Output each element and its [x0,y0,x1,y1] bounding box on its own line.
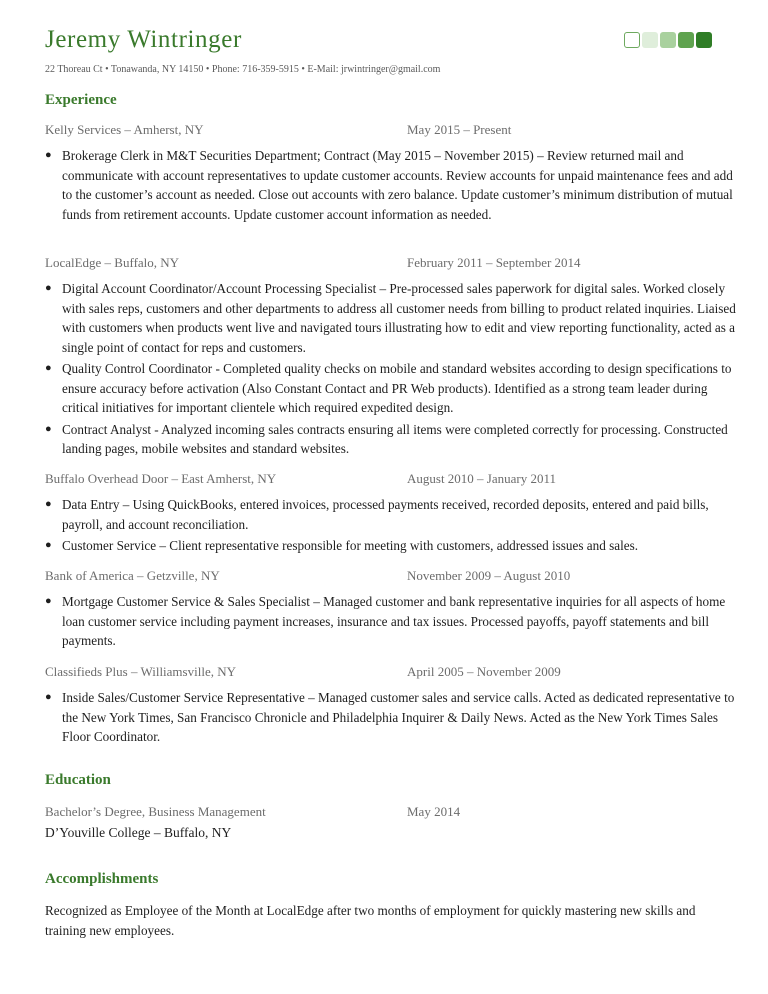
job-localedge [45,255,745,461]
square-medium [678,32,694,48]
job-bullet: ● Customer Service – Client representative responsible for meeting with customers, addressed issues and sales. [45,536,745,556]
bullet-icon: ● [45,539,52,551]
job-org: Kelly Services – Amherst, NY [45,122,204,137]
square-outline [624,32,640,48]
job-org: Bank of America – Getzville, NY [45,568,220,583]
degree: Bachelor’s Degree, Business Management [45,804,266,819]
education-entry [45,804,745,822]
job-date: April 2005 – November 2009 [407,664,561,679]
job-date: May 2015 – Present [407,122,512,137]
job-date: February 2011 – September 2014 [407,255,581,270]
job-bullet: ● Digital Account Coordinator/Account Processing Specialist – Pre-processed sales paperwork for digital sales. Worked closely with sales reps, customers and other departments to address all customer needs from billing to product related inquiries. Liaised with customers when products went live and navigated tours illustrating how to edit and view reporting functionality, acted as a single point of contact for reps and customers. [45,281,736,355]
job-org: LocalEdge – Buffalo, NY [45,255,180,270]
section-experience: Experience [45,92,117,108]
contact-line: 22 Thoreau Ct • Tonawanda, NY 14150 • Phone: 716-359-5915 • E-Mail: jrwintringer@gmail.com [45,64,441,75]
bullet-icon: ● [45,149,52,161]
job-bullet: ● Mortgage Customer Service & Sales Specialist – Managed customer and bank representative inquiries for all aspects of home loan customer service including payment increases, insurance and tax issues. Processed payoffs, payoff statements and bill payments. [45,594,726,648]
square-lightest [642,32,658,48]
accomplishment-text: Recognized as Employee of the Month at LocalEdge after two months of employment for quickly mastering new skills and training new employees. [45,903,696,938]
bullet-icon: ● [45,422,52,435]
job-date: November 2009 – August 2010 [407,568,571,583]
job-org: Buffalo Overhead Door – East Amherst, NY [45,471,277,486]
bullet-icon: ● [45,498,52,510]
job-org: Classifieds Plus – Williamsville, NY [45,664,236,679]
square-light [660,32,676,48]
section-accomplishments: Accomplishments [45,871,159,887]
degree-date: May 2014 [407,804,461,819]
school-name: D’Youville College – Buffalo, NY [45,825,232,840]
decorative-squares [624,32,712,48]
job-bullet: ● Inside Sales/Customer Service Representative – Managed customer sales and service calls. Acted as dedicated representative to the New York Times, San Francisco Chronicle and Philadelphia Inquirer & Daily News. Acted as the New York Times Sales Floor Coordinator. [45,690,735,744]
bullet-icon: ● [45,282,52,294]
job-buffalo-overhead [45,471,745,558]
job-bullet: ● Quality Control Coordinator - Completed quality checks on mobile and standard websites according to design specifications to ensure accuracy before activation (Also Constant Contact and PR Web products). Identified as a strong team leader during critical initiatives for important clientele which required expedited design. [45,361,732,415]
bullet-icon: ● [45,595,52,607]
job-kelly [45,122,745,226]
job-classifieds-plus [45,664,745,749]
job-bullet: ● Contract Analyst - Analyzed incoming sales contracts ensuring all items were completed correctly for processing. Constructed landing pages, mobile websites and standard websites. [45,421,728,456]
resume-name: Jeremy Wintringer [45,26,242,53]
job-bullet: ● Brokerage Clerk in M&T Securities Department; Contract (May 2015 – November 2015) – Review returned mail and communicate with account representatives to update customer accounts. Review accounts for unpaid maintenance fees and add to the customer’s account as needed. Close out accounts with zero balance. Update customer’s minimum distribution of mutual funds from retirement accounts. Update customer account information as needed. [45,148,733,222]
square-dark [696,32,712,48]
job-bullet: ● Data Entry – Using QuickBooks, entered invoices, processed payments received, recorded deposits, entered and paid bills, payroll, and account reconciliation. [45,497,709,532]
bullet-icon: ● [45,691,52,703]
bullet-icon: ● [45,362,52,374]
section-education: Education [45,772,111,788]
job-date: August 2010 – January 2011 [407,471,557,486]
job-bank-of-america [45,568,745,653]
